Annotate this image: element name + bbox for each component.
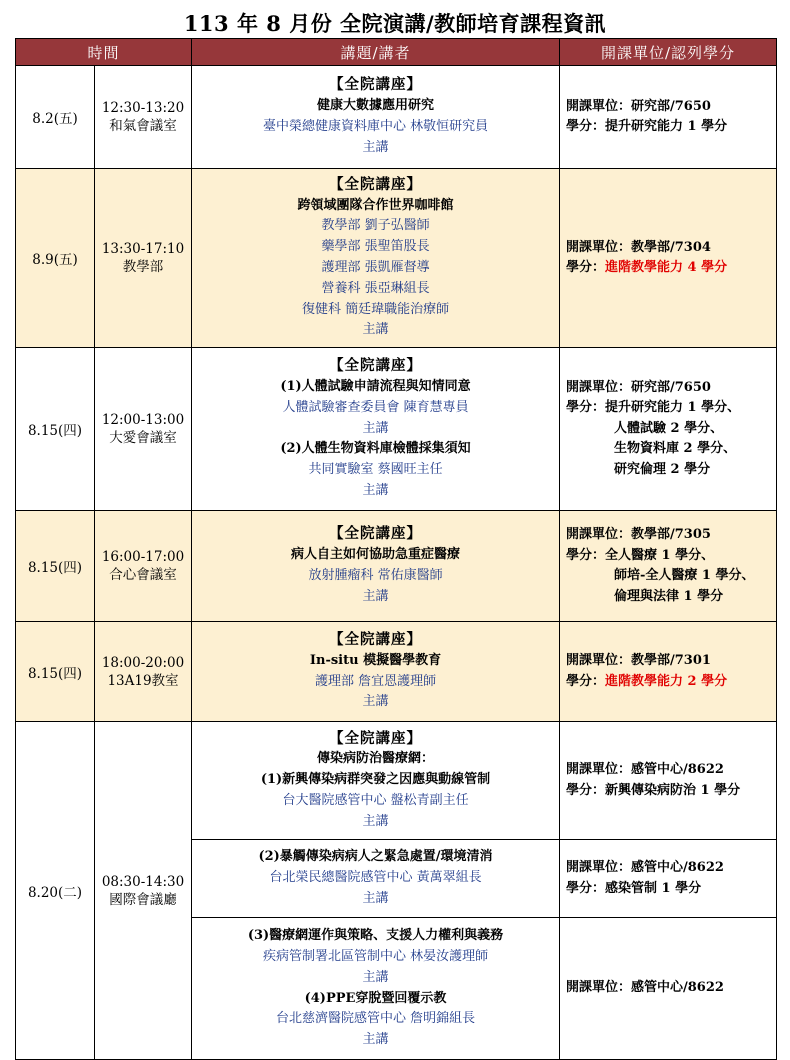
speaker: 放射腫瘤科 常佑康醫師 [308, 568, 443, 583]
speaker: 復健科 簡廷瑋職能治療師 [301, 301, 450, 317]
header-unit: 開課單位/認列學分 [560, 39, 777, 66]
speaker-role: 主講 [362, 482, 389, 498]
credit-line: 學分：感染管制 1 學分 [566, 880, 702, 896]
lecture-tag: 【全院講座】 [329, 175, 423, 193]
speaker-role: 主講 [362, 813, 389, 829]
time-cell [95, 511, 192, 622]
speaker: 台北慈濟醫院感管中心 詹明錦組長 [275, 1011, 476, 1027]
lecture-topic: (1)新興傳染病群突發之因應與動線管制 [260, 772, 491, 788]
course-unit: 開課單位：感管中心/8622 [566, 980, 724, 996]
unit-cell [560, 348, 777, 511]
lecture-topic: 病人自主如何協助急重症醫療 [291, 547, 461, 563]
room-name: 教學部 [122, 259, 164, 275]
topic-cell [192, 918, 560, 1060]
credit-value: 提升研究能力 1 學分 [605, 119, 728, 134]
speaker-role: 主講 [362, 890, 389, 906]
room-name: 和氣會議室 [109, 118, 177, 134]
course-unit: 開課單位：研究部/7650 [566, 379, 711, 395]
speaker-role: 主講 [362, 588, 389, 604]
credit-line: 學分：提升研究能力 1 學分 [566, 119, 728, 134]
table-row [16, 622, 777, 722]
lecture-intro: 傳染病防治醫療網： [317, 751, 435, 767]
time-cell [95, 169, 192, 348]
date-cell: 8.15(四) [16, 348, 95, 511]
speaker-role: 主講 [362, 969, 389, 985]
table-header-row [16, 39, 777, 66]
time-cell [95, 348, 192, 511]
credit-value: 進階教學能力 2 學分 [605, 673, 728, 689]
speaker: 藥學部 張聖笛股長 [321, 239, 430, 255]
header-topic: 講題/講者 [192, 39, 560, 66]
time-cell [95, 622, 192, 722]
course-unit: 開課單位：教學部/7304 [566, 239, 711, 255]
time-cell [95, 722, 192, 1060]
lecture-topic: (2)暴觸傳染病病人之緊急處置/環境清消 [258, 849, 493, 865]
date-cell: 8.9(五) [16, 169, 95, 348]
time-range: 08:30-14:30 [101, 873, 185, 890]
topic-cell [192, 348, 560, 511]
table-row [16, 348, 777, 511]
date-cell: 8.2(五) [16, 66, 95, 169]
time-cell [95, 66, 192, 169]
time-range: 13:30-17:10 [101, 241, 185, 257]
topic-cell [192, 722, 560, 840]
speaker-role: 主講 [362, 322, 389, 338]
room-name: 13A19教室 [107, 672, 179, 689]
room-name: 國際會議廳 [109, 891, 177, 908]
unit-cell [560, 840, 777, 918]
topic-cell [192, 66, 560, 169]
unit-cell [560, 722, 777, 840]
topic-cell [192, 169, 560, 348]
topic-cell [192, 622, 560, 722]
speaker: 人體試驗審查委員會 陳育慧專員 [282, 399, 469, 415]
speaker: 營養科 張亞琳組長 [321, 280, 430, 296]
date-cell: 8.20(二) [16, 722, 95, 1060]
speaker: 護理部 張凱雁督導 [321, 260, 430, 275]
speaker: 臺中榮總健康資料庫中心 林敬恒研究員 [262, 119, 489, 134]
lecture-tag: 【全院講座】 [329, 630, 423, 648]
credit-line: 人體試驗 2 學分、 [614, 420, 724, 436]
lecture-tag: 【全院講座】 [329, 525, 423, 543]
table-row [16, 511, 777, 622]
date-cell: 8.15(四) [16, 622, 95, 722]
room-name: 合心會議室 [109, 567, 177, 583]
lecture-topic: (3)醫療網運作與策略、支援人力權利與義務 [247, 928, 504, 944]
unit-cell [560, 66, 777, 169]
course-unit: 開課單位：感管中心/8622 [566, 762, 724, 777]
credit-line: 學分：全人醫療 1 學分、 [566, 547, 715, 563]
credit-line: 學分：進階教學能力 4 學分 [566, 260, 728, 275]
lecture-topic: (2)人體生物資料庫檢體採集須知 [280, 441, 471, 457]
lecture-tag: 【全院講座】 [329, 76, 423, 94]
lecture-topic: 跨領域團隊合作世界咖啡館 [297, 197, 454, 213]
unit-cell [560, 169, 777, 348]
time-range: 12:00-13:00 [101, 412, 185, 428]
course-unit: 開課單位：教學部/7305 [566, 527, 711, 542]
speaker: 疾病管制署北區管制中心 林晏汝護理師 [262, 948, 489, 964]
lecture-topic: (1)人體試驗申請流程與知情同意 [280, 379, 471, 394]
unit-cell [560, 622, 777, 722]
credit-line: 生物資料庫 2 學分、 [614, 441, 737, 457]
date-cell: 8.15(四) [16, 511, 95, 622]
speaker: 教學部 劉子弘醫師 [321, 218, 430, 234]
speaker-role: 主講 [362, 694, 389, 710]
credit-line: 研究倫理 2 學分 [614, 461, 711, 477]
lecture-topic: In-situ 模擬醫學教育 [309, 652, 442, 668]
course-unit: 開課單位：感管中心/8622 [566, 860, 724, 875]
time-range: 16:00-17:00 [101, 549, 185, 565]
speaker: 台北榮民總醫院感管中心 黃萬翠組長 [269, 870, 482, 886]
course-unit: 開課單位：教學部/7301 [566, 653, 711, 668]
credit-value: 進階教學能力 4 學分 [605, 260, 728, 275]
table-row [16, 169, 777, 348]
credit-line: 學分：新興傳染病防治 1 學分 [566, 782, 741, 798]
lecture-topic: (4)PPE穿脫暨回覆示教 [304, 990, 447, 1006]
lecture-topic: 健康大數據應用研究 [317, 98, 435, 114]
topic-cell [192, 511, 560, 622]
speaker: 台大醫院感管中心 盤松青副主任 [282, 792, 469, 808]
time-range: 18:00-20:00 [101, 654, 185, 671]
course-unit: 開課單位：研究部/7650 [566, 98, 711, 114]
credit-line: 師培-全人醫療 1 學分、 [614, 568, 755, 583]
table-row [16, 66, 777, 169]
credit-line: 學分：提升研究能力 1 學分、 [566, 400, 741, 416]
topic-cell [192, 840, 560, 918]
credit-line: 學分：進階教學能力 2 學分 [566, 673, 728, 689]
credit-line: 倫理與法律 1 學分 [614, 588, 724, 604]
speaker-role: 主講 [362, 420, 389, 436]
speaker: 護理部 詹宜恩護理師 [314, 673, 437, 689]
lecture-tag: 【全院講座】 [329, 357, 423, 375]
time-range: 12:30-13:20 [101, 100, 185, 116]
speaker-role: 主講 [362, 139, 389, 155]
speaker-role: 主講 [362, 1032, 389, 1048]
lecture-tag: 【全院講座】 [329, 729, 423, 747]
course-table [15, 38, 777, 1060]
header-time: 時間 [16, 39, 192, 66]
table-row [16, 722, 777, 840]
room-name: 大愛會議室 [109, 430, 177, 446]
unit-cell [560, 918, 777, 1060]
speaker: 共同實驗室 蔡國旺主任 [308, 462, 443, 478]
page-title: 113 年 8 月份 全院演講/教師培育課程資訊 [183, 11, 607, 36]
unit-cell [560, 511, 777, 622]
